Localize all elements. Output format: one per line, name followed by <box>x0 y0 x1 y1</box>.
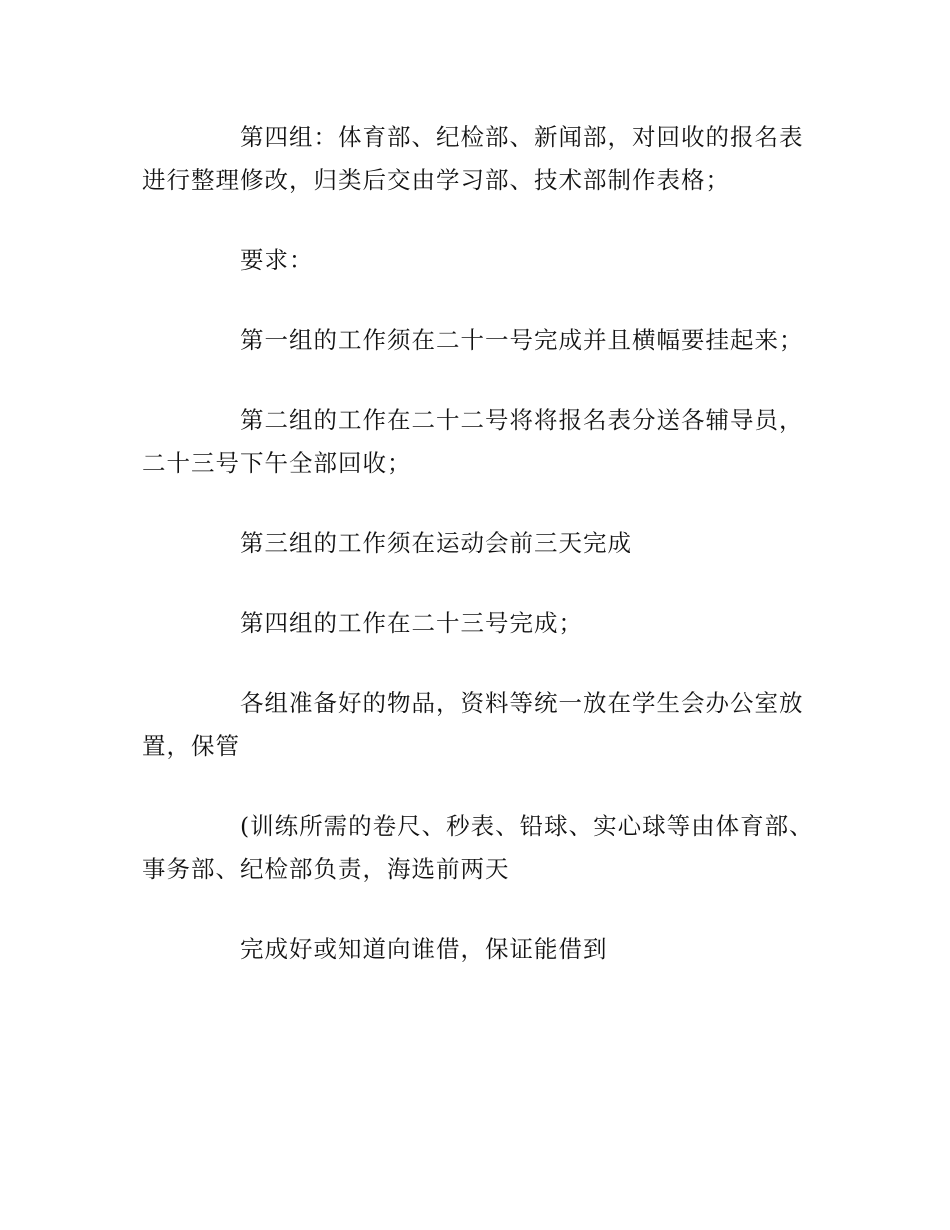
paragraph-equipment-note: (训练所需的卷尺、秒表、铅球、实心球等由体育部、事务部、纪检部负责，海选前两天 <box>142 812 814 883</box>
paragraph-group3-requirement: 第三组的工作须在运动会前三天完成 <box>240 529 632 557</box>
document-body <box>142 116 814 1008</box>
paragraph-requirements-heading: 要求： <box>240 246 314 274</box>
paragraph-group1-requirement: 第一组的工作须在二十一号完成并且横幅要挂起来； <box>240 326 804 354</box>
paragraph-group4-requirement: 第四组的工作在二十三号完成； <box>240 609 583 637</box>
paragraph-group2-requirement: 第二组的工作在二十二号将将报名表分送各辅导员，二十三号下午全部回收； <box>142 406 804 477</box>
paragraph-group4-task: 第四组：体育部、纪检部、新闻部，对回收的报名表进行整理修改，归类后交由学习部、技术部制作表格； <box>142 123 804 194</box>
paragraph-storage-note: 各组准备好的物品，资料等统一放在学生会办公室放置，保管 <box>142 689 804 760</box>
paragraph-borrow-note: 完成好或知道向谁借，保证能借到 <box>240 935 608 963</box>
